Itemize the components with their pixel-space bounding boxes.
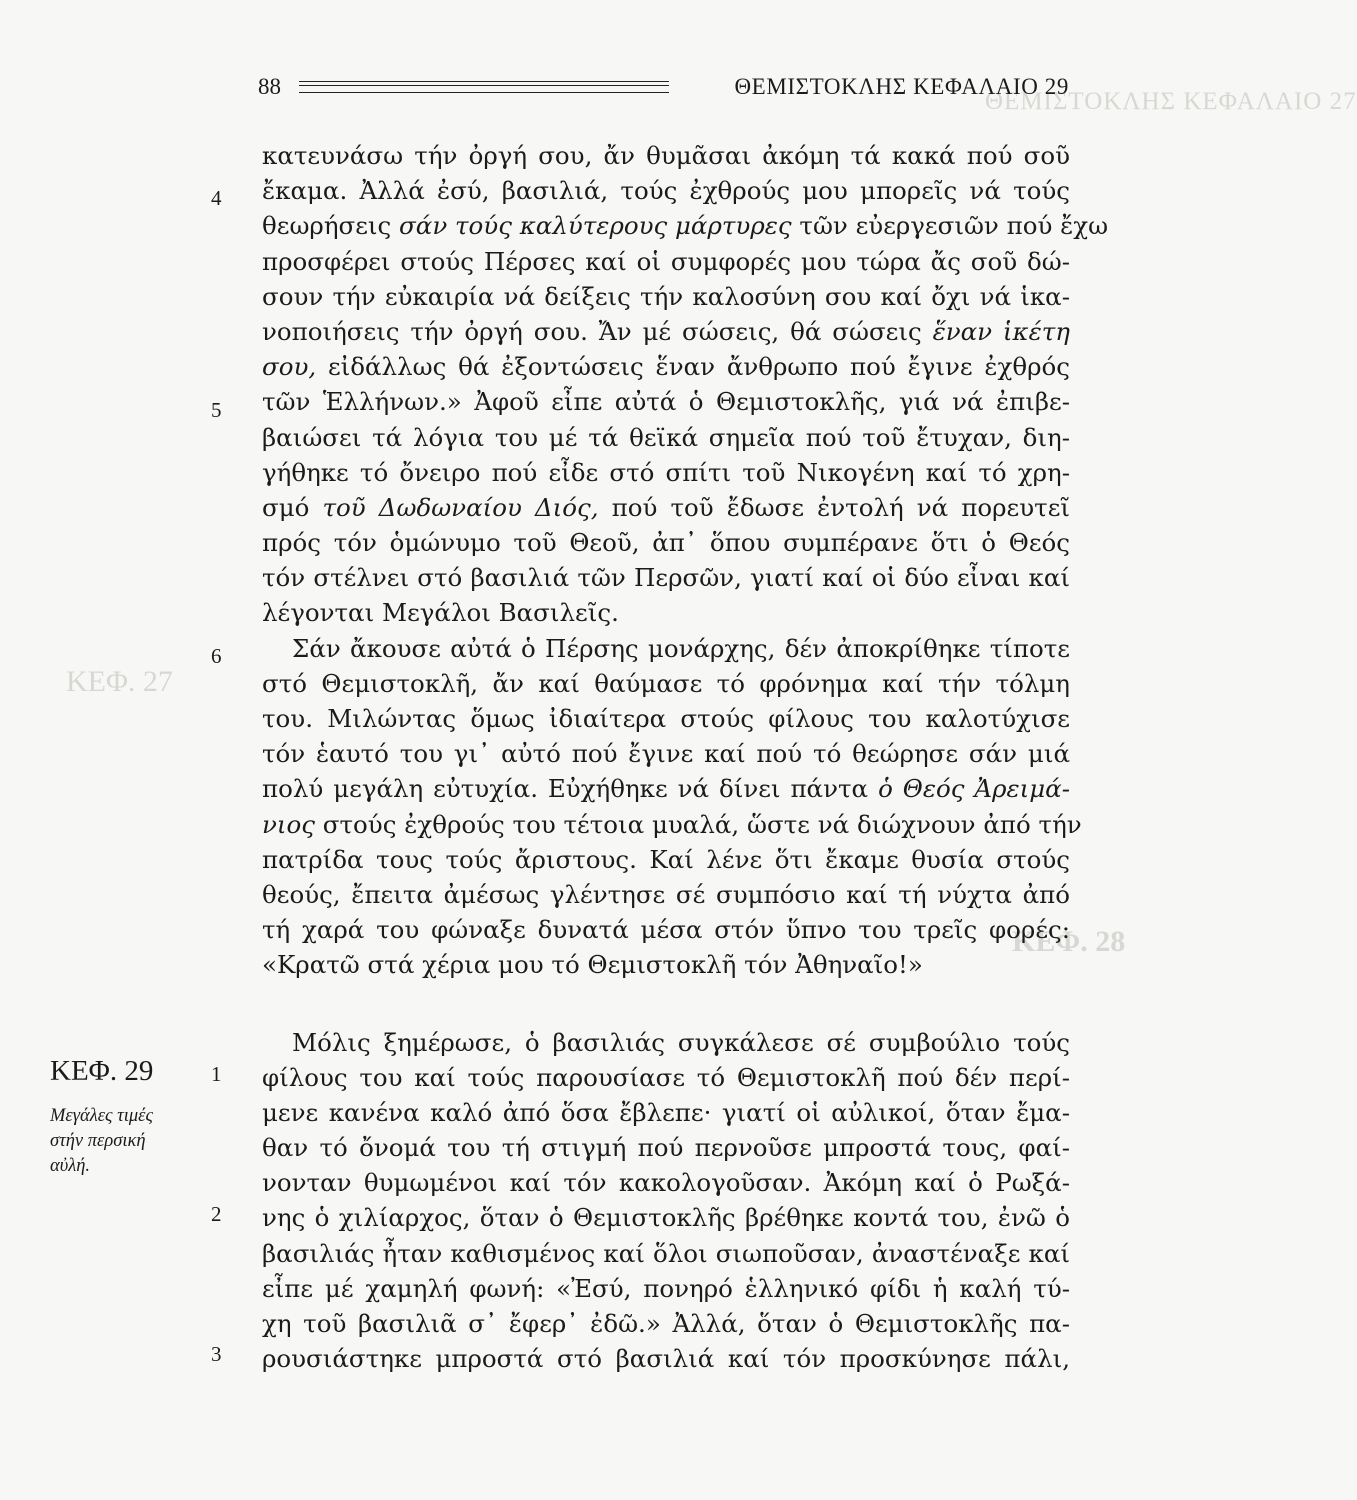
summary-line: Μεγάλες τιμές — [50, 1106, 153, 1126]
text-line: πολύ μεγάλη εὐτυχία. Εὐχήθηκε νά δίνει πάντα ὁ Θεός Ἀρειμά- — [262, 774, 1070, 804]
text-line: εἶπε μέ χαμηλή φωνή: «Ἐσύ, πονηρό ἑλληνικό φίδι ἡ καλή τύ- — [262, 1273, 1070, 1303]
chapter-summary — [50, 1104, 200, 1179]
italic-phrase: ὁ Θεός Ἀρειμά- — [878, 774, 1070, 804]
text-line: σου, εἰδάλλως θά ἐξοντώσεις ἕναν ἄνθρωπο πού ἔγινε ἐχθρός — [262, 352, 1070, 382]
text-line: τή χαρά του φώναξε δυνατά μέσα στόν ὕπνο του τρεῖς φορές: — [262, 915, 1070, 945]
italic-phrase: ἕναν ἱκέτη — [932, 316, 1070, 346]
italic-phrase: νιος — [262, 809, 315, 839]
text-line: σουν τήν εὐκαιρία νά δείξεις τήν καλοσύνη σου καί ὄχι νά ἱκα- — [262, 281, 1070, 311]
text-line: νιος στούς ἐχθρούς του τέτοια μυαλά, ὥστε νά διώχνουν ἀπό τήν — [262, 809, 1082, 839]
text-line: χη τοῦ βασιλιᾶ σ᾽ ἔφερ᾽ ἐδῶ.» Ἀλλά, ὅταν ὁ Θεμιστοκλῆς πα- — [262, 1309, 1070, 1338]
text-line: Μόλις ξημέρωσε, ὁ βασιλιάς συγκάλεσε σέ συμβούλιο τούς — [292, 1027, 1070, 1057]
text-line: προσφέρει στούς Πέρσες καί οἱ συμφορές μου τώρα ἄς σοῦ δώ- — [262, 246, 1070, 276]
margin-number: 4 — [211, 186, 222, 210]
text-line: θαν τό ὄνομά του τή στιγμή πού περνοῦσε μπροστά τους, φαί- — [262, 1133, 1070, 1163]
text-line: σμό τοῦ Δωδωναίου Διός, πού τοῦ ἔδωσε ἐντολή νά πορευτεῖ — [262, 492, 1070, 522]
text-line: φίλους του καί τούς παρουσίασε τό Θεμιστοκλῆ πού δέν περί- — [262, 1062, 1070, 1092]
text-line: βαιώσει τά λόγια του μέ τά θεϊκά σημεῖα πού τοῦ ἔτυχαν, διη- — [262, 422, 1070, 452]
margin-number: 5 — [211, 398, 222, 422]
text-line: θεωρήσεις σάν τούς καλύτερους μάρτυρες τῶν εὐεργεσιῶν πού ἔχω — [262, 211, 1109, 241]
text-line: γήθηκε τό ὄνειρο πού εἶδε στό σπίτι τοῦ Νικογένη καί τό χρη- — [262, 457, 1070, 487]
text-line: θεούς, ἔπειτα ἀμέσως γλέντησε σέ συμπόσιο καί τή νύχτα ἀπό — [262, 879, 1070, 909]
summary-line: στήν περσική — [50, 1131, 146, 1151]
text-line: νονταν θυμωμένοι καί τόν κακολογοῦσαν. Ἀκόμη καί ὁ Ρωξά- — [262, 1168, 1070, 1198]
text-line: ρουσιάστηκε μπροστά στό βασιλιά καί τόν προσκύνησε πάλι, — [262, 1344, 1070, 1374]
bleed-through-text: ΘΕΜΙΣΤΟΚΛΗΣ ΚΕΦΑΛΑΙΟ 27 — [985, 88, 1357, 115]
italic-phrase: σου, — [262, 352, 317, 382]
running-title: ΘΕΜΙΣΤΟΚΛΗΣ ΚΕΦΑΛΑΙΟ 29 — [734, 74, 1069, 99]
running-header — [255, 70, 1069, 110]
chapter-side-heading — [50, 1055, 200, 1179]
text-line: στό Θεμιστοκλῆ, ἄν καί θαύμασε τό φρόνημα καί τήν τόλμη — [262, 668, 1070, 698]
margin-number: 3 — [211, 1342, 222, 1366]
chapter-label: ΚΕΦ. 29 — [50, 1055, 154, 1087]
header-rule — [299, 81, 669, 93]
text-line: νης ὁ χιλίαρχος, ὅταν ὁ Θεμιστοκλῆς βρέθηκε κοντά του, ἐνῶ ὁ — [262, 1203, 1070, 1233]
text-line: πατρίδα τους τούς ἄριστους. Καί λένε ὅτι ἔκαμε θυσία στούς — [262, 844, 1070, 874]
text-line: βασιλιάς ἦταν καθισμένος καί ὅλοι σιωποῦσαν, ἀναστέναξε καί — [262, 1238, 1070, 1268]
text-line: του. Μιλώντας ὅμως ἰδιαίτερα στούς φίλους του καλοτύχισε — [262, 704, 1070, 733]
margin-number: 1 — [211, 1062, 222, 1086]
bleed-through-text: ΚΕΦ. 28 — [1012, 925, 1126, 958]
text-line: ἔκαμα. Ἀλλά ἐσύ, βασιλιά, τούς ἐχθρούς μου μπορεῖς νά τούς — [262, 176, 1070, 206]
text-line: νοποιήσεις τήν ὀργή σου. Ἄν μέ σώσεις, θά σώσεις ἕναν ἱκέτη — [262, 316, 1070, 346]
text-line: τῶν Ἑλλήνων.» Ἀφοῦ εἶπε αὐτά ὁ Θεμιστοκλῆς, γιά νά ἐπιβε- — [262, 387, 1070, 417]
text-line: πρός τόν ὁμώνυμο τοῦ Θεοῦ, ἀπ᾽ ὅπου συμπέρανε ὅτι ὁ Θεός — [262, 528, 1070, 558]
text-line: κατευνάσω τήν ὀργή σου, ἄν θυμᾶσαι ἀκόμη τά κακά πού σοῦ — [262, 141, 1070, 170]
margin-number: 6 — [211, 644, 222, 668]
page-number: 88 — [258, 74, 281, 99]
bleed-through-text: ΚΕΦ. 27 — [66, 665, 173, 698]
italic-phrase: σάν τούς καλύτερους μάρτυρες — [399, 211, 792, 241]
margin-number: 2 — [211, 1202, 222, 1226]
text-line: Σάν ἄκουσε αὐτά ὁ Πέρσης μονάρχης, δέν ἀποκρίθηκε τίποτε — [292, 633, 1070, 663]
italic-phrase: τοῦ Δωδωναίου Διός, — [322, 492, 599, 522]
text-line: τόν ἑαυτό του γι᾽ αὐτό πού ἔγινε καί πού τό θεώρησε σάν μιά — [262, 739, 1070, 769]
text-line: τόν στέλνει στό βασιλιά τῶν Περσῶν, γιατί καί οἱ δύο εἶναι καί — [262, 563, 1070, 593]
text-line: μενε κανένα καλό ἀπό ὅσα ἔβλεπε· γιατί οἱ αὐλικοί, ὅταν ἔμα- — [262, 1097, 1070, 1127]
text-line: «Κρατῶ στά χέρια μου τό Θεμιστοκλῆ τόν Ἀθηναῖο!» — [262, 950, 923, 980]
summary-line: αὐλή. — [50, 1156, 91, 1176]
body-text — [262, 138, 1109, 1376]
text-line: λέγονται Μεγάλοι Βασιλεῖς. — [262, 598, 619, 628]
